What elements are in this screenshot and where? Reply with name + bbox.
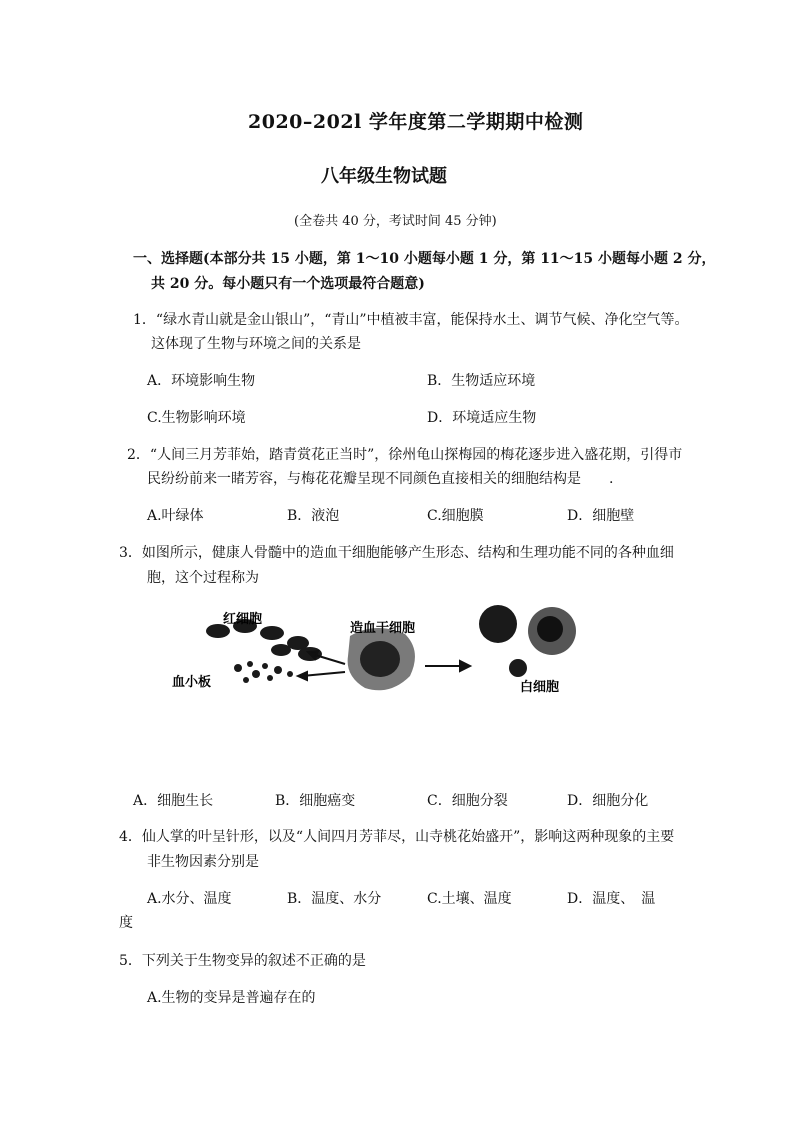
question-4-option-c: C.土壤、温度: [427, 891, 512, 907]
question-1-option-a: A．环境影响生物: [147, 373, 256, 389]
question-1-option-c: C.生物影响环境: [147, 410, 246, 426]
question-1-option-d: D．环境适应生物: [427, 410, 537, 426]
question-4-line2: 非生物因素分别是: [147, 854, 259, 870]
question-5-line1: 5．下列关于生物变异的叙述不正确的是: [119, 953, 366, 969]
label-red-blood-cell: 红细胞: [223, 612, 263, 627]
question-4-option-a: A.水分、温度: [147, 891, 232, 907]
question-3-option-b: B．细胞癌变: [275, 793, 356, 809]
question-3-option-d: D．细胞分化: [567, 793, 649, 809]
exam-note: (全卷共 40 分，考试时间 45 分钟): [294, 214, 497, 229]
question-3-line2: 胞，这个过程称为: [147, 570, 259, 586]
section-heading-line2: 共 20 分。每小题只有一个选项最符合题意): [151, 276, 425, 292]
exam-title: 2020–202l 学年度第二学期期中检测: [248, 111, 584, 133]
question-2-line1: 2．“人间三月芳菲始，踏青赏花正当时”，徐州龟山探梅园的梅花逐步进入盛花期，引得市: [127, 447, 683, 463]
hematopoietic-stem-cell: [348, 628, 415, 690]
question-2-option-c: C.细胞膜: [427, 508, 484, 524]
question-3-option-a: A．细胞生长: [133, 793, 214, 809]
question-2-option-b: B．液泡: [287, 508, 340, 524]
platelets: [234, 661, 293, 683]
question-2-line2: 民纷纷前来一睹芳容，与梅花花瓣呈现不同颜色直接相关的细胞结构是 .: [147, 471, 614, 487]
question-4-option-d-wrap: 度: [119, 915, 133, 931]
label-stem-cell: 造血干细胞: [350, 621, 416, 636]
white-blood-cells: [479, 605, 576, 677]
blood-cell-differentiation-figure: [160, 596, 600, 706]
question-1-line1: 1．“绿水青山就是金山银山”，“青山”中植被丰富，能保持水土、调节气候、净化空气等。: [133, 312, 689, 328]
question-4-line1: 4．仙人掌的叶呈针形，以及“人间四月芳菲尽，山寺桃花始盛开”，影响这两种现象的主要: [119, 829, 675, 845]
question-2-option-d: D．细胞壁: [567, 508, 635, 524]
question-4-option-d: D．温度、 温: [567, 891, 656, 907]
question-3-line1: 3．如图所示，健康人骨髓中的造血干细胞能够产生形态、结构和生理功能不同的各种血细: [119, 545, 674, 561]
question-4-option-b: B．温度、水分: [287, 891, 382, 907]
question-1-line2: 这体现了生物与环境之间的关系是: [151, 336, 361, 352]
question-1-option-b: B．生物适应环境: [427, 373, 536, 389]
question-2-option-a: A.叶绿体: [147, 508, 204, 524]
exam-subtitle: 八年级生物试题: [321, 166, 447, 187]
label-white-blood-cell: 白细胞: [520, 680, 560, 695]
question-5-option-a: A.生物的变异是普遍存在的: [147, 990, 316, 1006]
label-platelet: 血小板: [172, 675, 212, 690]
question-3-option-c: C．细胞分裂: [427, 793, 508, 809]
section-heading-line1: 一、选择题(本部分共 15 小题，第 1～10 小题每小题 1 分，第 11～15 小题每小题 2 分，: [133, 251, 716, 267]
